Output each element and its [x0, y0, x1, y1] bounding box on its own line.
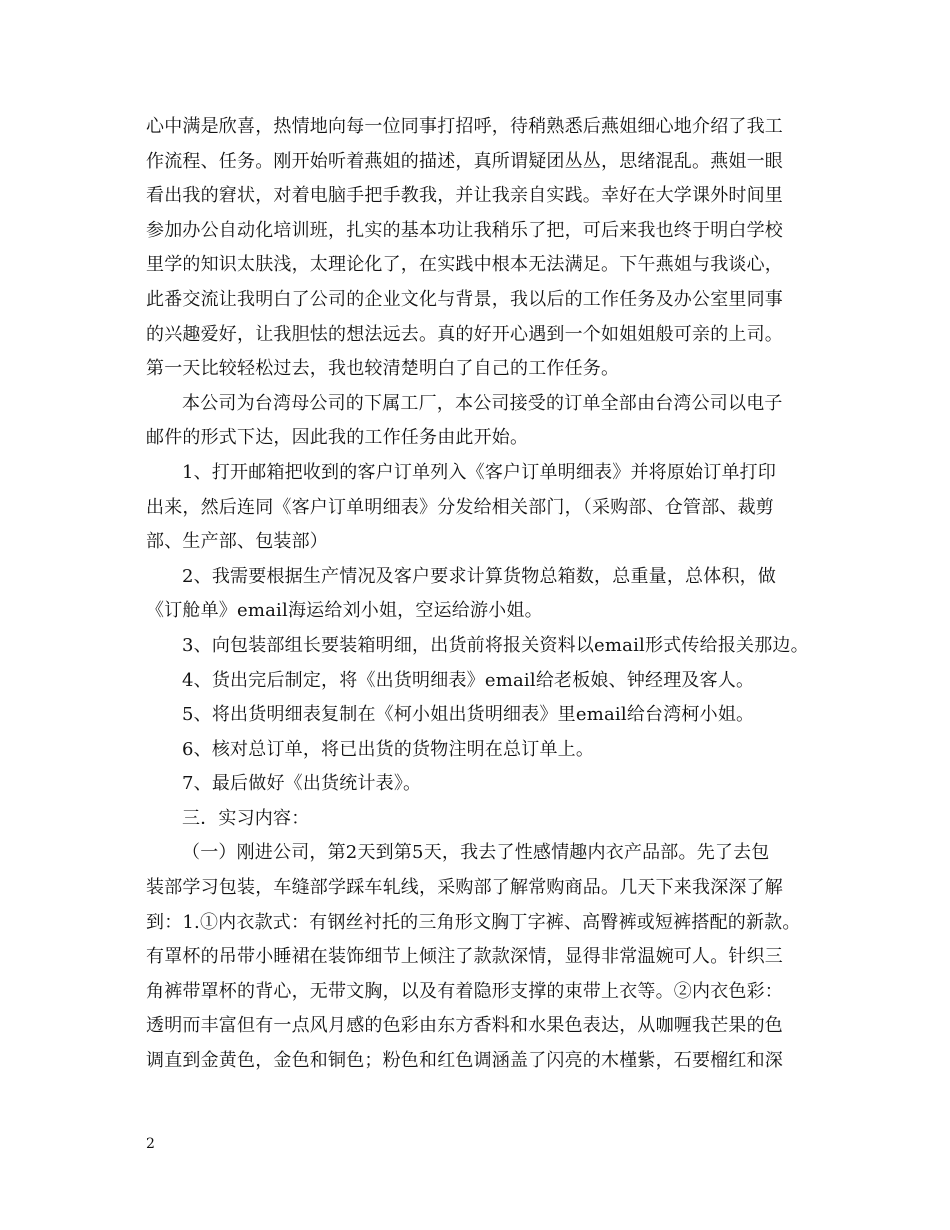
- paragraph-start-line: 本公司为台湾母公司的下属工厂，本公司接受的订单全部由台湾公司以电子: [182, 392, 783, 414]
- list-item-7: 7、最后做好《出货统计表》。: [182, 773, 422, 795]
- list-item-4: 4、货出完后制定，将《出货明细表》email给老板娘、钟经理及客人。: [182, 669, 755, 691]
- text-line: 部、生产部、包装部）: [146, 531, 328, 553]
- list-item-2: 2、我需要根据生产情况及客户要求计算货物总箱数，总重量，总体积，做: [182, 565, 777, 587]
- list-item-3: 3、向包装部组长要装箱明细，出货前将报关资料以email形式传给报关那边。: [182, 634, 809, 656]
- text-line: 出来，然后连同《客户订单明细表》分发给相关部门，（采购部、仓管部、裁剪: [146, 496, 774, 518]
- text-line: 角裤带罩杯的背心，无带文胸，以及有着隐形支撑的束带上衣等。②内衣色彩：: [146, 980, 783, 1002]
- text-line: 此番交流让我明白了公司的企业文化与背景，我以后的工作任务及办公室里同事: [146, 288, 783, 310]
- paragraph-start-line: （一）刚进公司，第2天到第5天，我去了性感情趣内衣产品部。先了去包: [182, 842, 770, 864]
- list-item-6: 6、核对总订单，将已出货的货物注明在总订单上。: [182, 738, 595, 760]
- text-line: 心中满是欣喜，热情地向每一位同事打招呼，待稍熟悉后燕姐细心地介绍了我工: [146, 116, 783, 137]
- text-line: 到：1.①内衣款式：有钢丝衬托的三角形文胸丁字裤、高臀裤或短裤搭配的新款。: [146, 911, 801, 933]
- text-line: 装部学习包装，车缝部学踩车轧线，采购部了解常购商品。几天下来我深深了解: [146, 877, 783, 899]
- text-line: 调直到金黄色，金色和铜色；粉色和红色调涵盖了闪亮的木槿紫，石要榴红和深: [146, 1050, 783, 1072]
- text-line: 邮件的形式下达，因此我的工作任务由此开始。: [146, 427, 529, 449]
- text-line: 里学的知识太肤浅，太理论化了，在实践中根本无法满足。下午燕姐与我谈心，: [146, 254, 783, 276]
- list-item-1: 1、打开邮箱把收到的客户订单列入《客户订单明细表》并将原始订单打印: [182, 461, 777, 483]
- section-heading: 三．实习内容：: [182, 807, 310, 829]
- list-item-5: 5、将出货明细表复制在《柯小姐出货明细表》里email给台湾柯小姐。: [182, 704, 755, 726]
- text-line: 有罩杯的吊带小睡裙在装饰细节上倾注了款款深情，显得非常温婉可人。针织三: [146, 946, 783, 968]
- text-line: 参加办公自动化培训班，扎实的基本功让我稍乐了把，可后来我也终于明白学校: [146, 219, 783, 241]
- text-line: 作流程、任务。刚开始听着燕姐的描述，真所谓疑团丛丛，思绪混乱。燕姐一眼: [146, 150, 783, 172]
- text-line: 透明而丰富但有一点风月感的色彩由东方香料和水果色表达，从咖喱我芒果的色: [146, 1015, 783, 1037]
- text-line: 《订舱单》email海运给刘小姐，空运给游小姐。: [146, 600, 543, 622]
- text-line: 看出我的窘状，对着电脑手把手教我，并让我亲自实践。幸好在大学课外时间里: [146, 185, 783, 207]
- body-text: [146, 110, 826, 1079]
- page-number: 2: [146, 1136, 155, 1152]
- text-line: 的兴趣爱好，让我胆怯的想法远去。真的好开心遇到一个如姐姐般可亲的上司。: [146, 323, 783, 345]
- text-line: 第一天比较轻松过去，我也较清楚明白了自己的工作任务。: [146, 358, 620, 380]
